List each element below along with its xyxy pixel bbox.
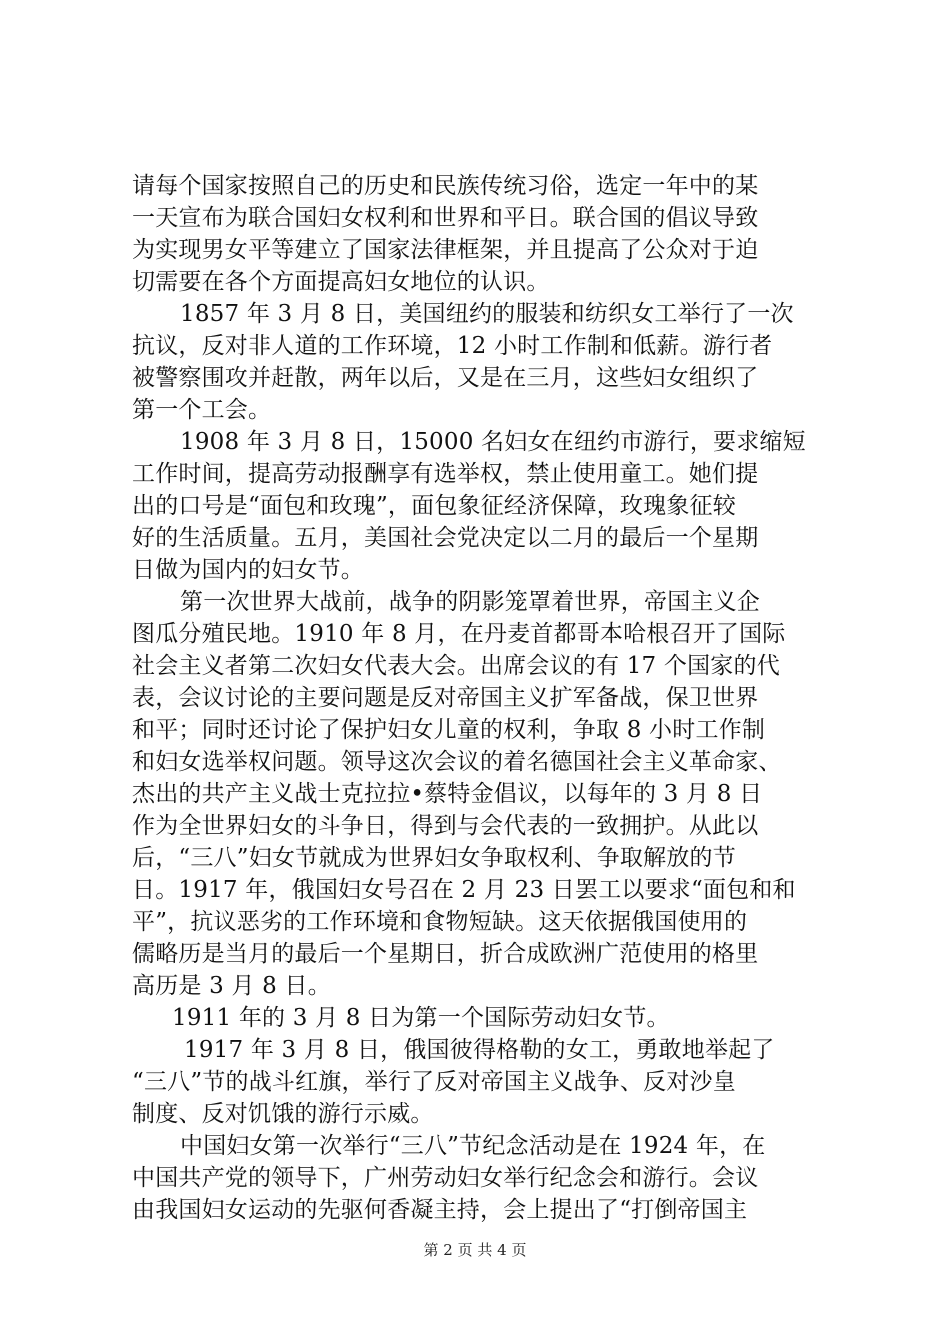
text-line: 切需要在各个方面提高妇女地位的认识。: [132, 269, 550, 295]
text-line: 1911 年的 3 月 8 日为第一个国际劳动妇女节。: [172, 1005, 670, 1031]
text-line: 社会主义者第二次妇女代表大会。出席会议的有 17 个国家的代: [132, 653, 780, 679]
text-line: 请每个国家按照自己的历史和民族传统习俗，选定一年中的某: [132, 173, 759, 199]
text-line: 由我国妇女运动的先驱何香凝主持，会上提出了“打倒帝国主: [132, 1197, 748, 1223]
text-line: 工作时间，提高劳动报酬享有选举权，禁止使用童工。她们提: [132, 461, 759, 487]
text-line: 高历是 3 月 8 日。: [132, 973, 331, 999]
page-number-footer: 第 2 页 共 4 页: [423, 1241, 527, 1259]
text-line: 儒略历是当月的最后一个星期日，折合成欧洲广范使用的格里: [132, 941, 759, 967]
text-line: 后，“三八”妇女节就成为世界妇女争取权利、争取解放的节: [132, 845, 736, 871]
text-line: 好的生活质量。五月，美国社会党决定以二月的最后一个星期: [132, 525, 759, 551]
text-line: 抗议，反对非人道的工作环境，12 小时工作制和低薪。游行者: [132, 333, 773, 359]
text-line: 1908 年 3 月 8 日，15000 名妇女在纽约市游行，要求缩短: [180, 429, 806, 455]
text-line: 和妇女选举权问题。领导这次会议的着名德国社会主义革命家、: [132, 749, 782, 775]
text-line: 中国共产党的领导下，广州劳动妇女举行纪念会和游行。会议: [132, 1165, 759, 1191]
text-line: 一天宣布为联合国妇女权利和世界和平日。联合国的倡议导致: [132, 205, 759, 231]
text-line: 杰出的共产主义战士克拉拉•蔡特金倡议，以每年的 3 月 8 日: [132, 781, 763, 807]
text-line: 制度、反对饥饿的游行示威。: [132, 1101, 434, 1127]
text-line: 和平；同时还讨论了保护妇女儿童的权利，争取 8 小时工作制: [132, 717, 766, 743]
text-line: 被警察围攻并赶散，两年以后，又是在三月，这些妇女组织了: [132, 365, 759, 391]
text-line: 平”，抗议恶劣的工作环境和食物短缺。这天依据俄国使用的: [132, 909, 748, 935]
text-line: 出的口号是“面包和玫瑰”，面包象征经济保障，玫瑰象征较: [132, 493, 736, 519]
text-line: 日。1917 年，俄国妇女号召在 2 月 23 日罢工以要求“面包和和: [132, 877, 796, 903]
text-line: 日做为国内的妇女节。: [132, 557, 364, 583]
text-line: “三八”节的战斗红旗，举行了反对帝国主义战争、反对沙皇: [132, 1069, 736, 1095]
text-line: 第一个工会。: [132, 397, 272, 423]
text-line: 1857 年 3 月 8 日，美国纽约的服装和纺织女工举行了一次: [180, 301, 794, 327]
text-line: 图瓜分殖民地。1910 年 8 月，在丹麦首都哥本哈根召开了国际: [132, 621, 786, 647]
text-line: 1917 年 3 月 8 日，俄国彼得格勒的女工，勇敢地举起了: [184, 1037, 775, 1063]
text-line: 为实现男女平等建立了国家法律框架，并且提高了公众对于迫: [132, 237, 759, 263]
text-line: 第一次世界大战前，战争的阴影笼罩着世界，帝国主义企: [180, 589, 760, 615]
text-line: 作为全世界妇女的斗争日，得到与会代表的一致拥护。从此以: [132, 813, 759, 839]
text-line: 表，会议讨论的主要问题是反对帝国主义扩军备战，保卫世界: [132, 685, 759, 711]
text-line: 中国妇女第一次举行“三八”节纪念活动是在 1924 年，在: [180, 1133, 766, 1159]
